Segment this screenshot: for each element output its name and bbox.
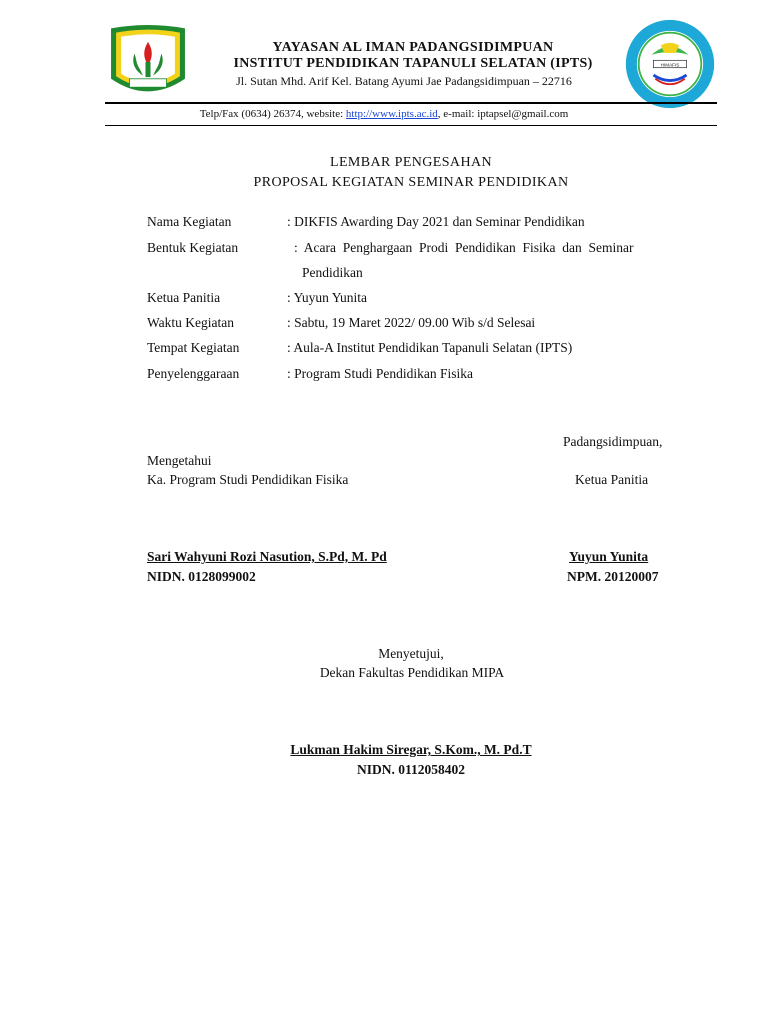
detail-label: Bentuk Kegiatan bbox=[147, 240, 239, 255]
contact-line bbox=[0, 108, 768, 120]
detail-value: : Acara Penghargaan Prodi Pendidikan Fisika dan Seminar bbox=[294, 240, 634, 255]
detail-row-type-cont bbox=[302, 264, 363, 282]
institute-name: INSTITUT PENDIDIKAN TAPANULI SELATAN (IPTS) bbox=[233, 56, 593, 71]
contact-phone: Telp/Fax (0634) 26374, website: bbox=[199, 108, 346, 120]
detail-label: Waktu Kegiatan bbox=[147, 315, 235, 330]
detail-row-organizer bbox=[147, 365, 473, 383]
detail-label: Ketua Panitia bbox=[147, 290, 221, 305]
acknowledged-label: Mengetahui bbox=[147, 453, 212, 468]
detail-label: Tempat Kegiatan bbox=[147, 340, 240, 355]
program-head-role: Ka. Program Studi Pendidikan Fisika bbox=[147, 472, 349, 487]
approved-label: Menyetujui, bbox=[378, 646, 444, 661]
institute-address: Jl. Sutan Mhd. Arif Kel. Batang Ayumi Jae Padangsidimpuan – 22716 bbox=[236, 74, 572, 88]
contact-email-label: , e-mail: bbox=[437, 108, 478, 120]
document-subtitle: PROPOSAL KEGIATAN SEMINAR PENDIDIKAN bbox=[253, 175, 569, 190]
program-head-id: NIDN. 0128099002 bbox=[147, 569, 256, 584]
detail-label: Penyelenggaraan bbox=[147, 366, 240, 381]
committee-chair-name: Yuyun Yunita bbox=[569, 549, 649, 564]
contact-rule bbox=[105, 125, 717, 126]
dean-name: Lukman Hakim Siregar, S.Kom., M. Pd.T bbox=[290, 742, 532, 757]
dean-role: Dekan Fakultas Pendidikan MIPA bbox=[319, 665, 505, 680]
website-link[interactable]: http://www.ipts.ac.id bbox=[345, 108, 438, 120]
himafis-logo-label: HIMAFIS bbox=[660, 62, 680, 68]
foundation-name: YAYASAN AL IMAN PADANGSIDIMPUAN bbox=[272, 40, 554, 55]
detail-row-chair bbox=[147, 289, 367, 307]
program-head-name: Sari Wahyuni Rozi Nasution, S.Pd, M. Pd bbox=[147, 549, 387, 564]
committee-chair-role: Ketua Panitia bbox=[575, 472, 649, 487]
detail-value: : Aula-A Institut Pendidikan Tapanuli Selatan (IPTS) bbox=[287, 340, 573, 355]
committee-chair-id: NPM. 20120007 bbox=[567, 569, 659, 584]
letterhead-rule bbox=[105, 102, 717, 104]
detail-value: : Program Studi Pendidikan Fisika bbox=[287, 366, 474, 381]
detail-row-place bbox=[147, 339, 572, 357]
document-title: LEMBAR PENGESAHAN bbox=[330, 155, 492, 170]
detail-value-continued: Pendidikan bbox=[302, 265, 363, 280]
detail-value: : DIKFIS Awarding Day 2021 dan Seminar Pendidikan bbox=[287, 214, 585, 229]
detail-value: : Yuyun Yunita bbox=[287, 290, 367, 305]
dean-id: NIDN. 0112058402 bbox=[356, 762, 465, 777]
detail-row-name bbox=[147, 213, 585, 231]
detail-row-type bbox=[147, 239, 682, 257]
detail-row-time bbox=[147, 314, 535, 332]
email-address: iptapsel@gmail.com bbox=[477, 108, 569, 120]
signing-place: Padangsidimpuan, bbox=[563, 434, 663, 449]
detail-value: : Sabtu, 19 Maret 2022/ 09.00 Wib s/d Selesai bbox=[287, 315, 536, 330]
detail-label: Nama Kegiatan bbox=[147, 214, 232, 229]
